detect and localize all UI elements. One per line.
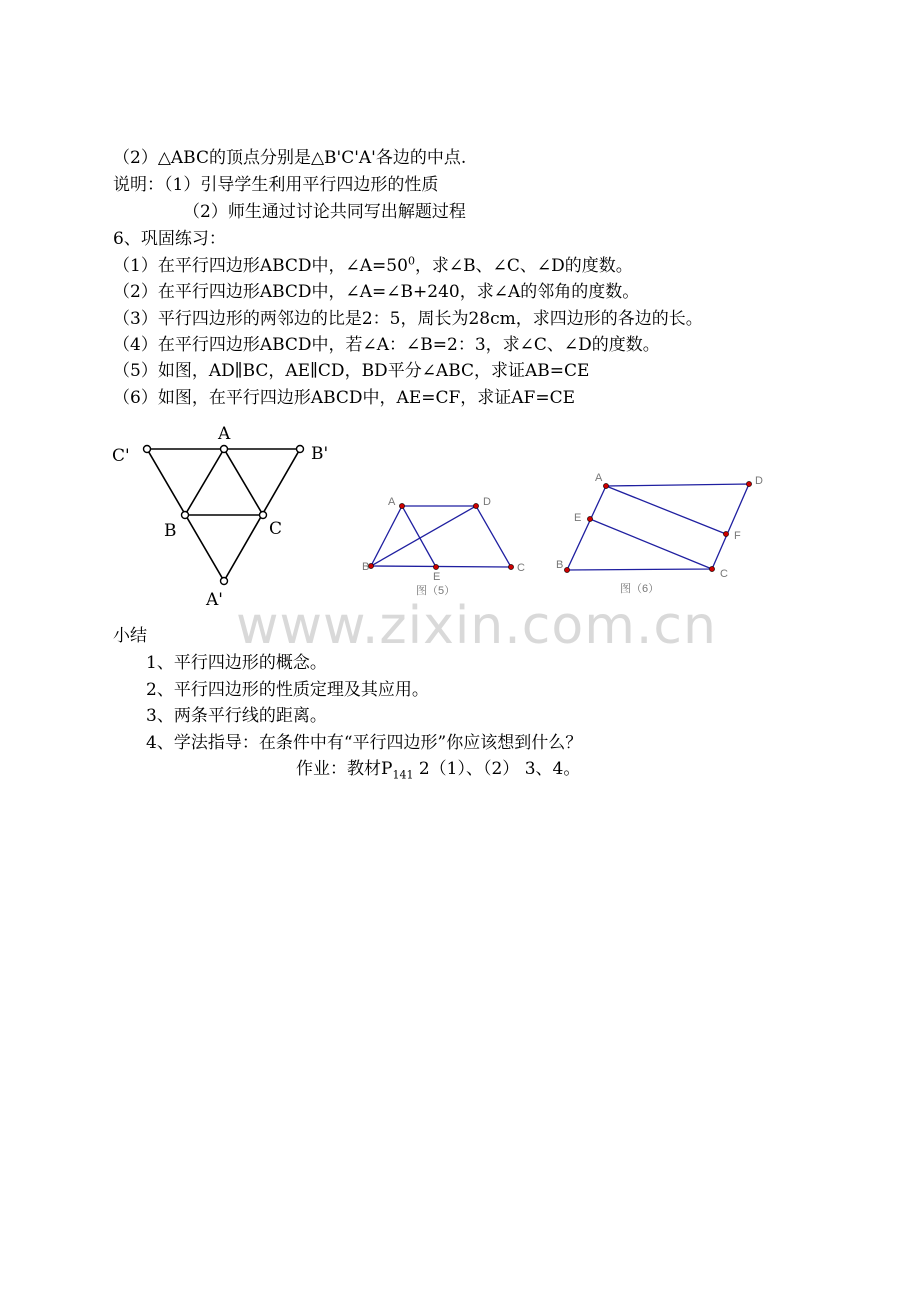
f6-point-b <box>564 567 569 572</box>
f5-caption: 图（5） <box>416 585 456 597</box>
f6-point-a <box>603 483 608 488</box>
label-b: B <box>164 521 177 541</box>
homework <box>296 758 580 780</box>
point-cp <box>144 446 151 453</box>
f6-point-c <box>709 566 714 571</box>
exercise-4: （4）在平行四边形ABCD中，若∠A：∠B=2：3，求∠C、∠D的度数。 <box>113 335 660 355</box>
figure-triangle <box>147 449 300 581</box>
text-line-4: 6、巩固练习： <box>113 229 226 249</box>
homework-suffix: 2（1）、（2） 3、4。 <box>413 759 581 779</box>
segment-ec <box>590 519 712 569</box>
f6-point-f <box>723 531 728 536</box>
point-ap <box>221 578 228 585</box>
f5-label-e: E <box>433 571 441 583</box>
parallelogram-abcd <box>567 484 749 570</box>
point-a <box>221 446 228 453</box>
f5-point-c <box>508 564 513 569</box>
f5-label-d: D <box>483 496 491 508</box>
text-line-2: 说明：（1）引导学生利用平行四边形的性质 <box>113 175 439 195</box>
segment-ae <box>402 506 436 567</box>
text-line-1: （2）△ABC的顶点分别是△B'C'A'各边的中点. <box>113 148 467 168</box>
homework-page-sub: 141 <box>392 768 414 782</box>
exercise-6: （6）如图，在平行四边形ABCD中，AE=CF，求证AF=CE <box>113 388 576 408</box>
label-ap: A' <box>206 590 223 610</box>
trapezoid-abcd <box>371 506 511 567</box>
figure-6-points <box>564 481 751 572</box>
figure-6 <box>567 484 749 570</box>
point-c <box>260 512 267 519</box>
f6-point-e <box>587 516 592 521</box>
segment-af <box>606 486 726 534</box>
exercise-5: （5）如图，AD∥BC，AE∥CD，BD平分∠ABC，求证AB=CE <box>113 361 590 381</box>
inner-triangle <box>185 449 263 515</box>
summary-item-2: 2、平行四边形的性质定理及其应用。 <box>146 680 429 700</box>
figure-5 <box>371 506 511 567</box>
f6-label-c: C <box>720 568 728 580</box>
label-c: C <box>269 519 283 539</box>
f5-point-a <box>399 503 404 508</box>
f5-point-d <box>473 503 478 508</box>
summary-title: 小结 <box>113 626 147 646</box>
f6-label-d: D <box>755 475 763 487</box>
watermark: www.zixin.com.cn <box>236 596 717 656</box>
homework-prefix: 作业：教材P <box>296 759 393 779</box>
f6-label-a: A <box>595 472 603 484</box>
f5-label-c: C <box>517 562 525 574</box>
exercise-3: （3）平行四边形的两邻边的比是2：5，周长为28cm，求四边形的各边的长。 <box>113 309 703 329</box>
f6-caption: 图（6） <box>620 583 660 595</box>
f5-point-e <box>433 564 438 569</box>
exercise-1-text-b: ，求∠B、∠C、∠D的度数。 <box>414 256 633 276</box>
label-a: A <box>218 424 231 444</box>
f6-label-f: F <box>734 530 741 542</box>
summary-item-4: 4、学法指导：在条件中有“平行四边形”你应该想到什么？ <box>146 733 583 753</box>
point-b <box>182 512 189 519</box>
point-bp <box>297 446 304 453</box>
summary-item-3: 3、两条平行线的距离。 <box>146 706 327 726</box>
f5-label-a: A <box>388 496 396 508</box>
exercise-1-text-a: （1）在平行四边形ABCD中，∠A=50 <box>113 256 408 276</box>
degree-sup: 0 <box>407 254 415 268</box>
figures <box>0 0 920 620</box>
f6-label-b: B <box>556 559 564 571</box>
summary-item-1: 1、平行四边形的概念。 <box>146 653 327 673</box>
figure-5-points <box>368 503 513 569</box>
text-line-3: （2）师生通过讨论共同写出解题过程 <box>183 202 466 222</box>
label-cp: C' <box>112 446 130 466</box>
f6-label-e: E <box>574 512 582 524</box>
label-bp: B' <box>311 444 329 464</box>
exercise-2: （2）在平行四边形ABCD中，∠A=∠B+240，求∠A的邻角的度数。 <box>113 282 640 302</box>
f6-point-d <box>746 481 751 486</box>
f5-label-b: B <box>362 561 370 573</box>
